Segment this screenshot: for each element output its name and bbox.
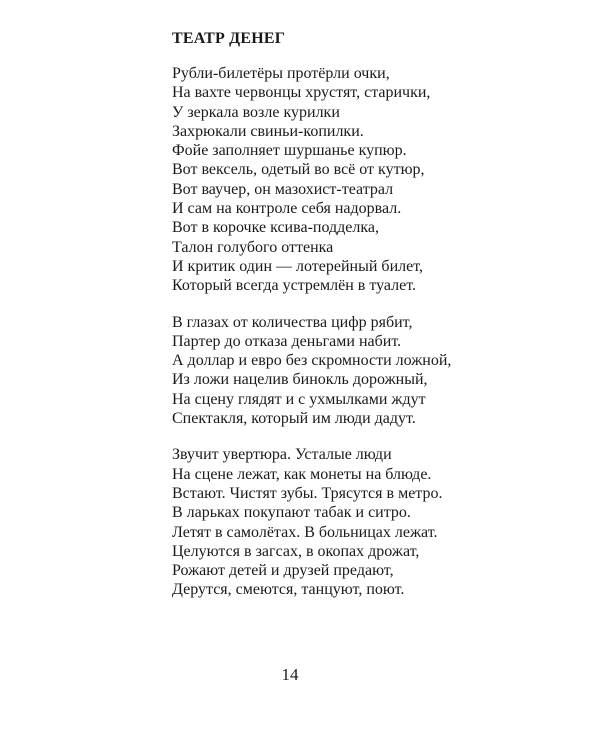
poem-line: Звучит увертюра. Усталые люди: [172, 446, 392, 464]
poem-line: На сцену глядят и с ухмылками ждут: [172, 390, 426, 408]
stanza: [172, 64, 451, 296]
poem-line: Вот ваучер, он мазохист-театрал: [172, 180, 394, 198]
poem-line: А доллар и евро без скромности ложной,: [172, 352, 452, 370]
poem-line: Встают. Чистят зубы. Трясутся в метро.: [172, 484, 443, 502]
poem-line: И критик один — лотерейный билет,: [172, 257, 424, 275]
poem-line: На сцене лежат, как монеты на блюде.: [172, 465, 432, 483]
poem-line: Рубли-билетёры протёрли очки,: [172, 65, 390, 82]
poem-line: Вот вексель, одетый во всё от кутюр,: [172, 161, 425, 179]
poem-line: Дерутся, смеются, танцуют, поют.: [172, 581, 405, 599]
poem-line: Из ложи нацелив бинокль дорожный,: [172, 371, 428, 389]
poem-title: ТЕАТР ДЕНЕГ: [172, 30, 286, 47]
poem-body: [172, 64, 451, 617]
poem-line: У зеркала возле курилки: [172, 103, 340, 121]
poem-line: В ларьках покупают табак и ситро.: [172, 504, 411, 522]
poem-line: На вахте червонцы хрустят, старички,: [172, 84, 431, 102]
page-number: 14: [281, 665, 299, 684]
stanza: [172, 313, 451, 429]
poem-line: Спектакля, который им люди дадут.: [172, 410, 416, 428]
poem-line: Целуются в загсах, в окопах дрожат,: [172, 542, 420, 560]
poem-line: Рожают детей и друзей предают,: [172, 562, 394, 580]
poem-line: Летят в самолётах. В больницах лежат.: [172, 523, 438, 541]
poem-line: Который всегда устремлён в туалет.: [172, 277, 417, 295]
poem-line: И сам на контроле себя надорвал.: [172, 200, 402, 218]
poem-line: Талон голубого оттенка: [172, 238, 334, 256]
poem-line: Вот в корочке ксива-подделка,: [172, 219, 379, 237]
poem-line: Фойе заполняет шуршанье купюр.: [172, 142, 407, 160]
poem-line: Захрюкали свиньи-копилки.: [172, 122, 364, 140]
poem-line: В глазах от количества цифр рябит,: [172, 313, 413, 331]
stanza: [172, 445, 451, 599]
poem-line: Партер до отказа деньгами набит.: [172, 332, 402, 350]
